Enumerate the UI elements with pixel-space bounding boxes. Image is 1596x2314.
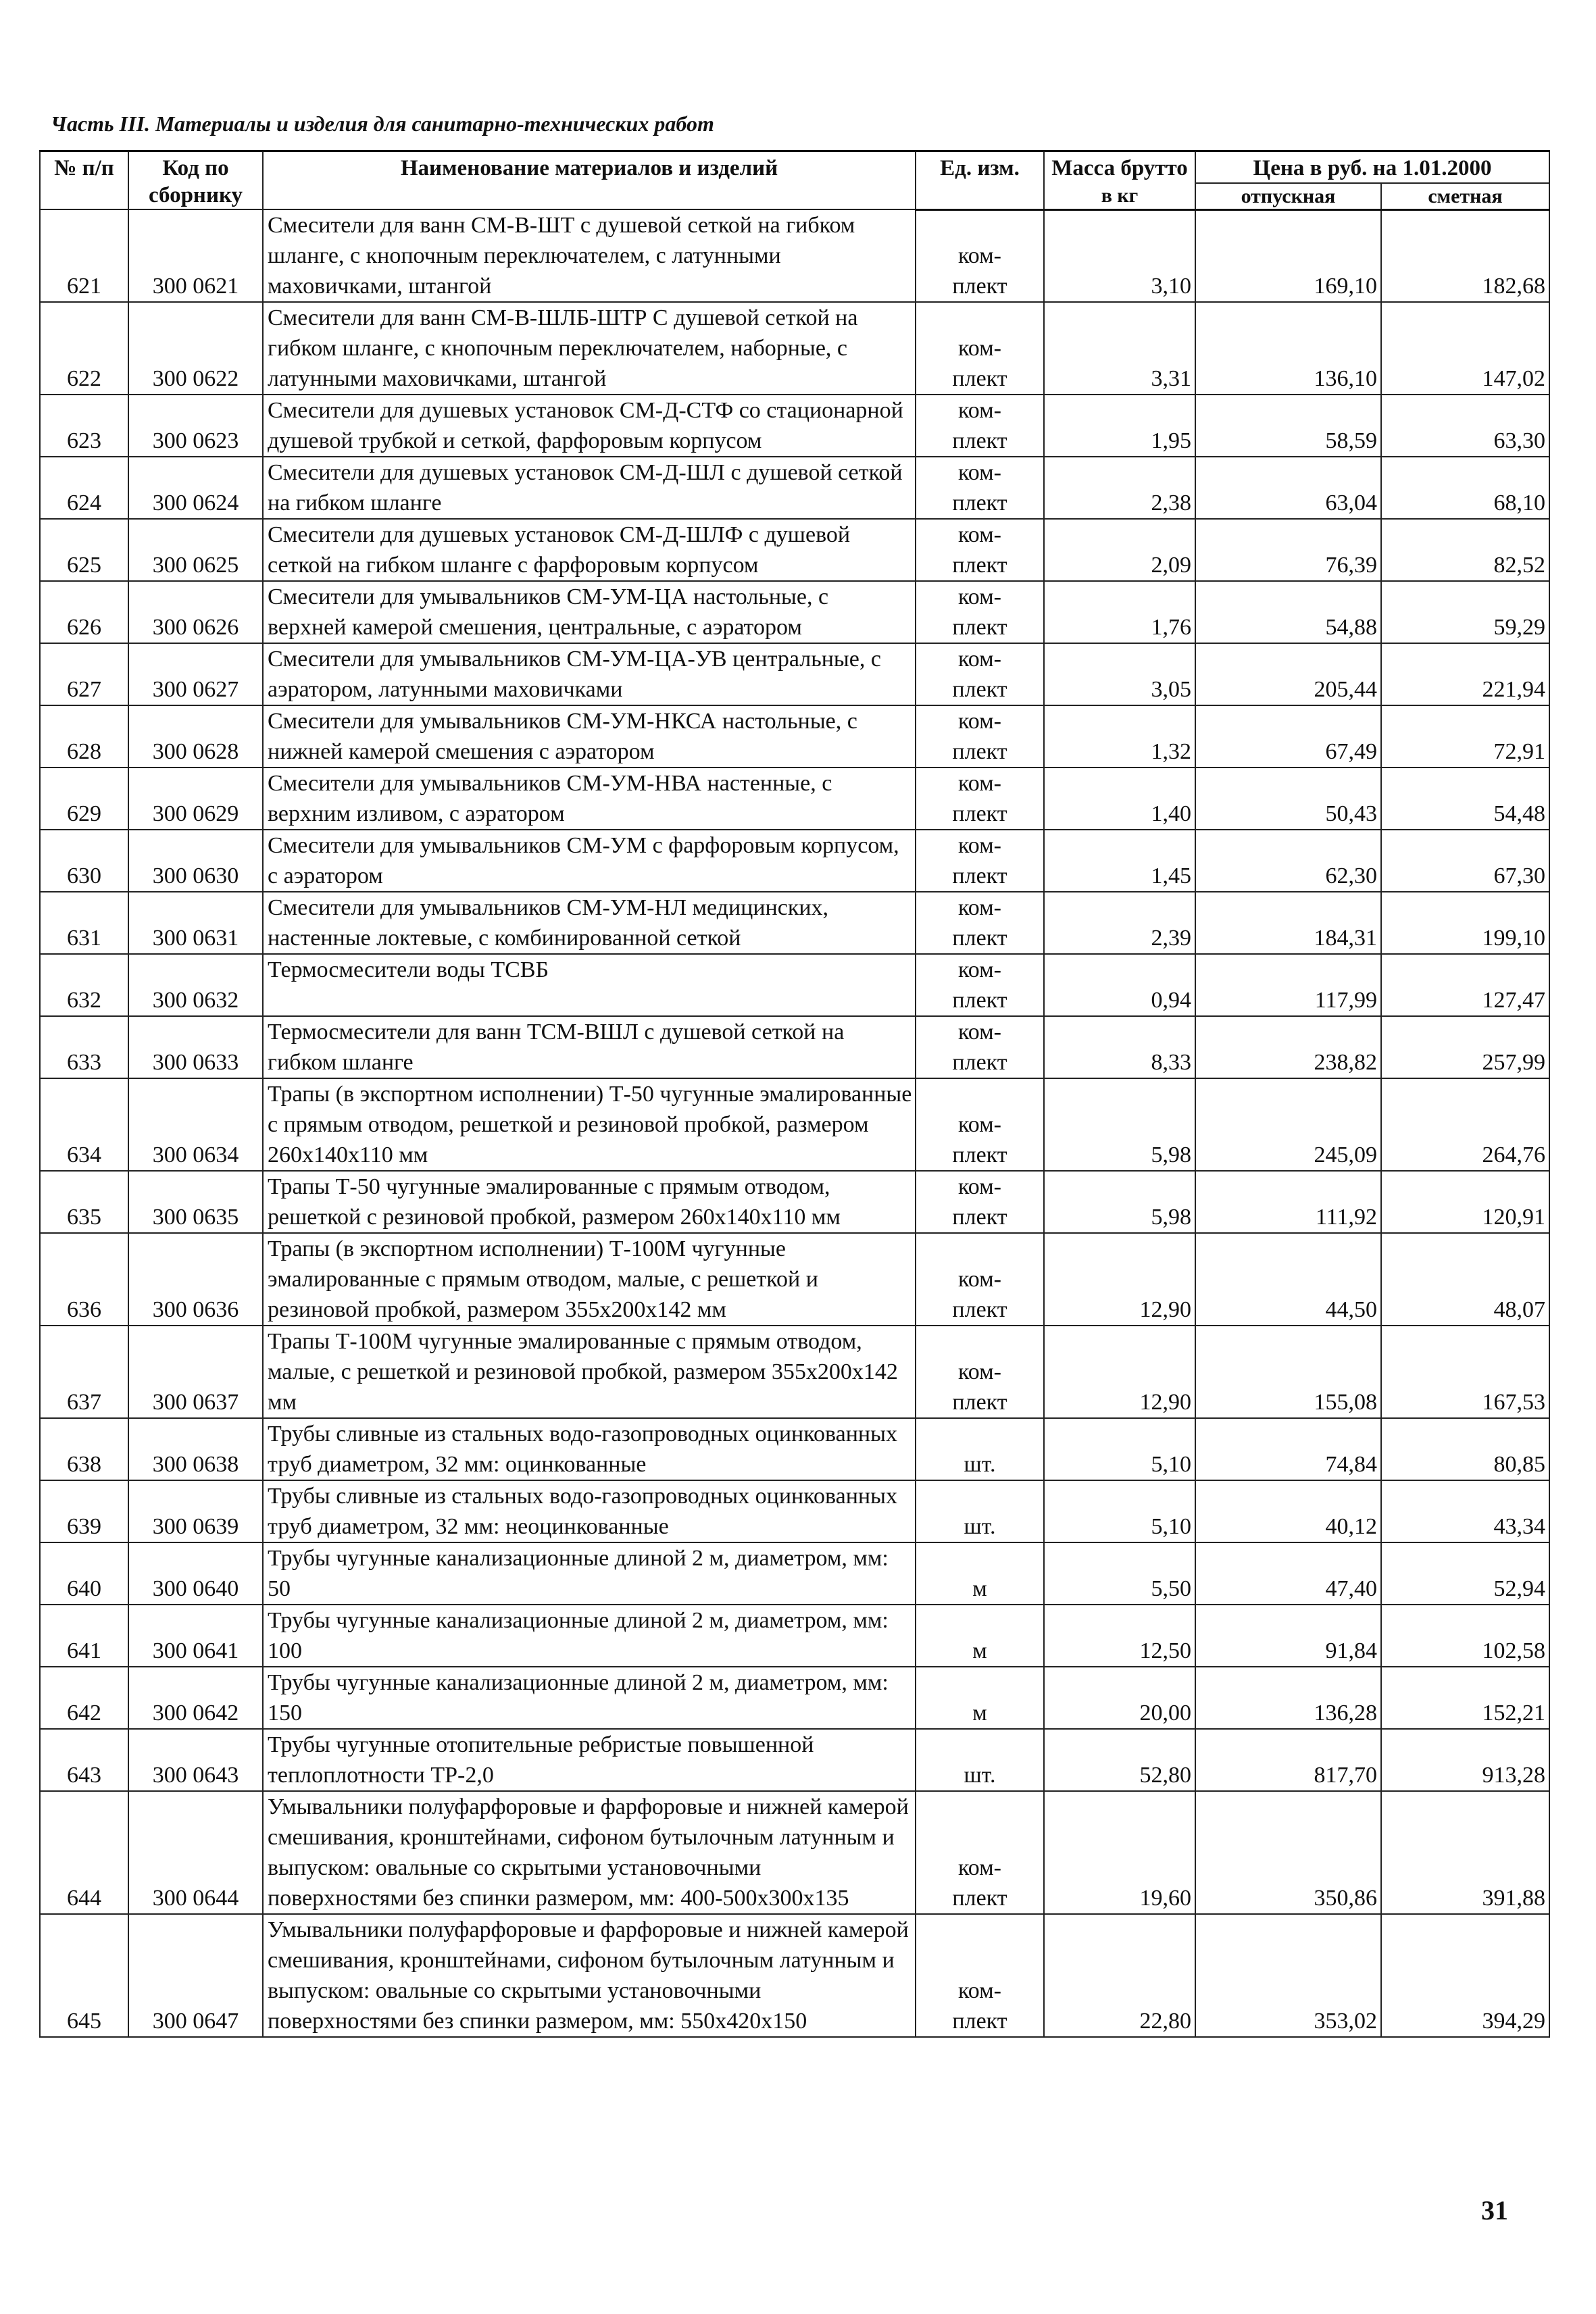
row-num: 631 [40,892,128,954]
row-price-estimate: 152,21 [1381,1667,1549,1729]
row-price-estimate: 120,91 [1381,1171,1549,1233]
table-row [40,519,1549,581]
header-mass: Масса брутто [1044,151,1195,183]
row-code: 300 0637 [128,1326,263,1418]
row-code: 300 0639 [128,1480,263,1542]
row-price-release: 353,02 [1195,1914,1381,2037]
row-num: 625 [40,519,128,581]
row-mass: 2,09 [1044,519,1195,581]
row-num: 627 [40,643,128,705]
table-row [40,457,1549,519]
row-price-estimate: 913,28 [1381,1729,1549,1791]
row-price-release: 74,84 [1195,1418,1381,1480]
table-row [40,954,1549,1016]
table-row [40,581,1549,643]
table-row [40,1016,1549,1078]
row-mass: 5,10 [1044,1418,1195,1480]
table-row [40,1605,1549,1667]
row-price-release: 63,04 [1195,457,1381,519]
table-row [40,892,1549,954]
row-mass: 2,38 [1044,457,1195,519]
row-num: 636 [40,1233,128,1326]
row-unit: ком- плект [916,892,1044,954]
row-code: 300 0635 [128,1171,263,1233]
row-code: 300 0624 [128,457,263,519]
row-num: 634 [40,1078,128,1171]
row-code: 300 0643 [128,1729,263,1791]
table-body [40,209,1549,2037]
row-name: Трубы чугунные отопительные ребристые повышенной теплоплотности ТР-2,0 [263,1729,916,1791]
row-name: Умывальники полуфарфоровые и фарфоровые и нижней камерой смешивания, кронштейнами, сифоном бутылочным латунным и выпуском: овальные со скрытыми установочными поверхностями без спинки размером, мм: 550х420х150 [263,1914,916,2037]
row-price-release: 155,08 [1195,1326,1381,1418]
row-code: 300 0638 [128,1418,263,1480]
table-row [40,1480,1549,1542]
header-mass-unit: в кг [1044,183,1195,209]
table-row [40,1418,1549,1480]
row-name: Смесители для ванн СМ-В-ШЛБ-ШТР С душевой сеткой на гибком шланге, с кнопочным переключателем, наборные, с латунными маховичками, штангой [263,302,916,395]
row-unit: ком- плект [916,1171,1044,1233]
row-price-estimate: 394,29 [1381,1914,1549,2037]
table-row [40,1326,1549,1418]
row-unit: шт. [916,1480,1044,1542]
row-name: Смесители для душевых установок СМ-Д-ШЛФ с душевой сеткой на гибком шланге с фарфоровым корпусом [263,519,916,581]
row-price-release: 91,84 [1195,1605,1381,1667]
row-num: 638 [40,1418,128,1480]
row-price-release: 350,86 [1195,1791,1381,1914]
row-unit: ком- плект [916,705,1044,768]
table-row [40,1729,1549,1791]
row-unit: ком- плект [916,581,1044,643]
row-code: 300 0642 [128,1667,263,1729]
header-price-group: Цена в руб. на 1.01.2000 [1195,151,1549,183]
row-price-release: 245,09 [1195,1078,1381,1171]
row-num: 623 [40,395,128,457]
row-num: 633 [40,1016,128,1078]
row-mass: 1,45 [1044,830,1195,892]
row-unit: ком- плект [916,209,1044,302]
table-row [40,209,1549,302]
row-mass: 5,98 [1044,1171,1195,1233]
row-mass: 5,10 [1044,1480,1195,1542]
row-code: 300 0626 [128,581,263,643]
row-num: 624 [40,457,128,519]
row-price-release: 238,82 [1195,1016,1381,1078]
row-mass: 52,80 [1044,1729,1195,1791]
row-price-release: 76,39 [1195,519,1381,581]
row-name: Термосмесители воды ТСВБ [263,954,916,1016]
row-unit: м [916,1605,1044,1667]
row-name: Трапы Т-50 чугунные эмалированные с прямым отводом, решеткой с резиновой пробкой, размером 260х140х110 мм [263,1171,916,1233]
row-mass: 19,60 [1044,1791,1195,1914]
row-price-estimate: 59,29 [1381,581,1549,643]
row-num: 630 [40,830,128,892]
header-name: Наименование материалов и изделий [263,151,916,210]
row-unit: ком- плект [916,457,1044,519]
row-code: 300 0647 [128,1914,263,2037]
row-code: 300 0632 [128,954,263,1016]
table-row [40,643,1549,705]
row-name: Умывальники полуфарфоровые и фарфоровые и нижней камерой смешивания, кронштейнами, сифоном бутылочным латунным и выпуском: овальные со скрытыми установочными поверхностями без спинки размером, мм: 400-500х300х135 [263,1791,916,1914]
row-name: Трубы чугунные канализационные длиной 2 м, диаметром, мм: 150 [263,1667,916,1729]
row-mass: 5,50 [1044,1542,1195,1605]
header-price-estimate: сметная [1381,183,1549,209]
header-unit: Ед. изм. [916,151,1044,210]
table-row [40,705,1549,768]
row-price-estimate: 167,53 [1381,1326,1549,1418]
row-code: 300 0640 [128,1542,263,1605]
row-price-release: 817,70 [1195,1729,1381,1791]
row-code: 300 0630 [128,830,263,892]
row-name: Трапы Т-100М чугунные эмалированные с прямым отводом, малые, с решеткой и резиновой пробкой, размером 355х200х142 мм [263,1326,916,1418]
row-num: 639 [40,1480,128,1542]
row-unit: шт. [916,1729,1044,1791]
row-num: 640 [40,1542,128,1605]
row-price-release: 169,10 [1195,209,1381,302]
row-unit: м [916,1542,1044,1605]
row-code: 300 0636 [128,1233,263,1326]
price-table [39,150,1550,2038]
row-unit: ком- плект [916,1326,1044,1418]
row-unit: ком- плект [916,1233,1044,1326]
row-price-release: 62,30 [1195,830,1381,892]
row-price-estimate: 72,91 [1381,705,1549,768]
row-price-estimate: 82,52 [1381,519,1549,581]
row-price-release: 47,40 [1195,1542,1381,1605]
row-mass: 3,31 [1044,302,1195,395]
row-price-release: 50,43 [1195,768,1381,830]
row-unit: ком- плект [916,519,1044,581]
row-price-estimate: 257,99 [1381,1016,1549,1078]
header-code: Код по сборнику [128,151,263,210]
row-mass: 12,90 [1044,1326,1195,1418]
row-name: Смесители для умывальников СМ-УМ-НЛ медицинских, настенные локтевые, с комбинированной сеткой [263,892,916,954]
row-price-estimate: 182,68 [1381,209,1549,302]
row-price-release: 67,49 [1195,705,1381,768]
row-name: Трапы (в экспортном исполнении) Т-100М чугунные эмалированные с прямым отводом, малые, с решеткой и резиновой пробкой, размером 355х200х142 мм [263,1233,916,1326]
row-name: Смесители для душевых установок СМ-Д-ШЛ с душевой сеткой на гибком шланге [263,457,916,519]
row-code: 300 0631 [128,892,263,954]
row-num: 629 [40,768,128,830]
row-price-release: 54,88 [1195,581,1381,643]
row-mass: 1,40 [1044,768,1195,830]
table-row [40,395,1549,457]
row-code: 300 0627 [128,643,263,705]
row-name: Смесители для душевых установок СМ-Д-СТФ со стационарной душевой трубкой и сеткой, фарфоровым корпусом [263,395,916,457]
table-row [40,1791,1549,1914]
row-name: Смесители для ванн СМ-В-ШТ с душевой сеткой на гибком шланге, с кнопочным переключателем, с латунными маховичками, штангой [263,209,916,302]
row-unit: ком- плект [916,830,1044,892]
row-num: 637 [40,1326,128,1418]
table-row [40,768,1549,830]
row-name: Трубы чугунные канализационные длиной 2 м, диаметром, мм: 50 [263,1542,916,1605]
row-code: 300 0633 [128,1016,263,1078]
row-code: 300 0634 [128,1078,263,1171]
row-price-estimate: 199,10 [1381,892,1549,954]
row-mass: 3,05 [1044,643,1195,705]
row-name: Смесители для умывальников СМ-УМ-ЦА-УВ центральные, с аэратором, латунными маховичками [263,643,916,705]
table-row [40,1171,1549,1233]
row-unit: ком- плект [916,1016,1044,1078]
row-mass: 20,00 [1044,1667,1195,1729]
row-mass: 0,94 [1044,954,1195,1016]
row-num: 641 [40,1605,128,1667]
table-row [40,1078,1549,1171]
row-num: 644 [40,1791,128,1914]
row-mass: 5,98 [1044,1078,1195,1171]
page-number: 31 [1481,2195,1508,2225]
row-unit: ком- плект [916,1791,1044,1914]
row-num: 626 [40,581,128,643]
row-num: 642 [40,1667,128,1729]
row-price-estimate: 264,76 [1381,1078,1549,1171]
row-code: 300 0641 [128,1605,263,1667]
table-row [40,1914,1549,2037]
row-num: 628 [40,705,128,768]
row-num: 645 [40,1914,128,2037]
header-num: № п/п [40,151,128,210]
row-price-release: 205,44 [1195,643,1381,705]
row-code: 300 0623 [128,395,263,457]
row-mass: 22,80 [1044,1914,1195,2037]
row-code: 300 0628 [128,705,263,768]
row-price-estimate: 67,30 [1381,830,1549,892]
row-price-estimate: 63,30 [1381,395,1549,457]
table-row [40,1667,1549,1729]
row-price-estimate: 147,02 [1381,302,1549,395]
row-unit: ком- плект [916,768,1044,830]
row-price-release: 184,31 [1195,892,1381,954]
row-price-release: 58,59 [1195,395,1381,457]
row-unit: ком- плект [916,1078,1044,1171]
row-price-estimate: 102,58 [1381,1605,1549,1667]
row-name: Смесители для умывальников СМ-УМ-НВА настенные, с верхним изливом, с аэратором [263,768,916,830]
row-mass: 1,95 [1044,395,1195,457]
row-name: Смесители для умывальников СМ-УМ с фарфоровым корпусом, с аэратором [263,830,916,892]
row-price-estimate: 54,48 [1381,768,1549,830]
row-name: Трубы чугунные канализационные длиной 2 м, диаметром, мм: 100 [263,1605,916,1667]
row-price-estimate: 221,94 [1381,643,1549,705]
page-header: Часть III. Материалы и изделия для санитарно-технических работ [51,111,714,136]
row-code: 300 0629 [128,768,263,830]
table-row [40,830,1549,892]
row-price-release: 136,10 [1195,302,1381,395]
table-row [40,302,1549,395]
row-price-estimate: 48,07 [1381,1233,1549,1326]
row-num: 635 [40,1171,128,1233]
row-code: 300 0644 [128,1791,263,1914]
row-price-release: 136,28 [1195,1667,1381,1729]
row-unit: ком- плект [916,954,1044,1016]
row-price-release: 111,92 [1195,1171,1381,1233]
row-price-estimate: 68,10 [1381,457,1549,519]
row-price-estimate: 43,34 [1381,1480,1549,1542]
row-mass: 3,10 [1044,209,1195,302]
row-name: Трапы (в экспортном исполнении) Т-50 чугунные эмалированные с прямым отводом, решеткой и резиновой пробкой, размером 260х140х110 мм [263,1078,916,1171]
row-mass: 1,32 [1044,705,1195,768]
row-num: 643 [40,1729,128,1791]
row-price-estimate: 52,94 [1381,1542,1549,1605]
row-mass: 12,90 [1044,1233,1195,1326]
row-code: 300 0622 [128,302,263,395]
row-price-estimate: 127,47 [1381,954,1549,1016]
row-num: 621 [40,209,128,302]
row-unit: ком- плект [916,643,1044,705]
row-price-estimate: 391,88 [1381,1791,1549,1914]
row-name: Трубы сливные из стальных водо-газопроводных оцинкованных труб диаметром, 32 мм: оцинкованные [263,1418,916,1480]
row-unit: ком- плект [916,395,1044,457]
row-num: 632 [40,954,128,1016]
row-price-estimate: 80,85 [1381,1418,1549,1480]
row-price-release: 44,50 [1195,1233,1381,1326]
row-mass: 1,76 [1044,581,1195,643]
row-unit: ком- плект [916,302,1044,395]
table-row [40,1542,1549,1605]
row-num: 622 [40,302,128,395]
row-price-release: 117,99 [1195,954,1381,1016]
row-code: 300 0621 [128,209,263,302]
row-name: Трубы сливные из стальных водо-газопроводных оцинкованных труб диаметром, 32 мм: неоцинкованные [263,1480,916,1542]
row-mass: 8,33 [1044,1016,1195,1078]
row-unit: м [916,1667,1044,1729]
row-name: Смесители для умывальников СМ-УМ-ЦА настольные, с верхней камерой смешения, центральные, с аэратором [263,581,916,643]
row-mass: 12,50 [1044,1605,1195,1667]
row-code: 300 0625 [128,519,263,581]
row-name: Смесители для умывальников СМ-УМ-НКСА настольные, с нижней камерой смешения с аэратором [263,705,916,768]
header-price-release: отпускная [1195,183,1381,209]
row-unit: шт. [916,1418,1044,1480]
table-row [40,1233,1549,1326]
row-price-release: 40,12 [1195,1480,1381,1542]
row-unit: ком- плект [916,1914,1044,2037]
row-mass: 2,39 [1044,892,1195,954]
row-name: Термосмесители для ванн ТСМ-ВШЛ с душевой сеткой на гибком шланге [263,1016,916,1078]
